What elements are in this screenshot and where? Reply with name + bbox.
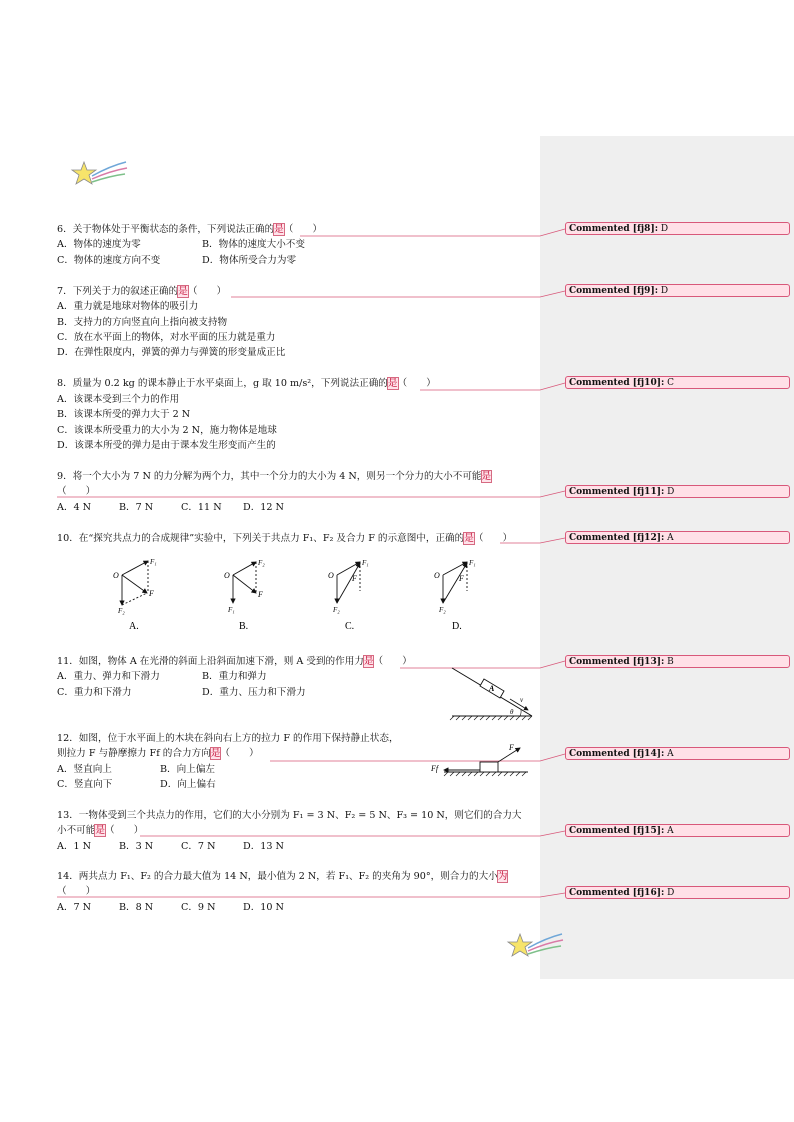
- comment-answer: C: [664, 378, 675, 388]
- force-diagrams: [105, 555, 505, 633]
- comment-label: Commented [fj13]:: [569, 657, 665, 667]
- comment-label: Commented [fj11]:: [569, 487, 665, 497]
- question-9-stem: [57, 471, 491, 483]
- diagram-a: [122, 561, 148, 605]
- option-a: A．重力就是地球对物体的吸引力: [57, 301, 199, 312]
- answer-blank: （ ）: [397, 378, 436, 389]
- label-f1: F₁: [150, 558, 157, 566]
- comment-balloon[interactable]: [565, 485, 790, 498]
- comment-balloon[interactable]: [565, 376, 790, 389]
- label-o: O: [224, 571, 230, 580]
- question-12-stem: 12．如图，位于水平面上的木块在斜向右上方的拉力 F 的作用下保持静止状态，: [57, 733, 399, 744]
- label-ff: Ff: [431, 764, 439, 773]
- label-o: O: [328, 571, 334, 580]
- diagram-d-label: D.: [452, 621, 462, 632]
- comment-label: Commented [fj9]:: [569, 286, 659, 296]
- stem-text: 11．如图，物体 A 在光滑的斜面上沿斜面加速下滑，则 A 受到的作用力: [57, 656, 364, 667]
- question-10-stem: [57, 533, 512, 545]
- answer-blank: （ ）: [473, 533, 513, 544]
- option-b: B．该课本所受的弹力大于 2 N: [57, 409, 191, 420]
- answer-blank: （ ）: [283, 224, 323, 235]
- option-d: D．物体所受合力为零: [202, 255, 297, 266]
- comment-answer: D: [658, 286, 669, 296]
- highlighted-anchor[interactable]: 是: [274, 224, 284, 235]
- question-7-stem: [57, 286, 226, 298]
- label-f: F: [258, 590, 263, 599]
- question-8-stem: [57, 378, 436, 390]
- option-d: D．13 N: [243, 841, 284, 852]
- comment-label: Commented [fj14]:: [569, 749, 665, 759]
- question-12-stem-line2: [57, 748, 259, 760]
- option-c: C．7 N: [181, 841, 216, 852]
- comment-answer: A: [664, 533, 674, 543]
- label-f1: F₁: [469, 559, 476, 567]
- option-a: A．4 N: [57, 502, 92, 513]
- question-13-stem: 13．一物体受到三个共点力的作用，它们的大小分别为 F₁ = 3 N、F₂ = 5 N、F₃ = 10 N，则它们的合力大: [57, 810, 522, 821]
- highlighted-anchor[interactable]: 是: [178, 286, 188, 297]
- label-f2: F₂: [258, 559, 265, 567]
- stem-text: 7．下列关于力的叙述正确的: [57, 286, 179, 297]
- comment-balloon[interactable]: [565, 655, 790, 668]
- block-diagram: [430, 740, 530, 780]
- diagram-a-label: A.: [129, 621, 139, 632]
- option-b: B．3 N: [119, 841, 154, 852]
- highlighted-anchor[interactable]: 是: [464, 533, 474, 544]
- option-b: B．物体的速度大小不变: [202, 239, 305, 250]
- label-f: F: [509, 743, 514, 752]
- comment-balloon[interactable]: [565, 747, 790, 760]
- option-a: A．7 N: [57, 902, 92, 913]
- comment-label: Commented [fj8]:: [569, 224, 659, 234]
- comment-answer: A: [664, 749, 674, 759]
- comment-label: Commented [fj15]:: [569, 826, 665, 836]
- option-b: B．支持力的方向竖直向上指向被支持物: [57, 317, 228, 328]
- diagram-b-label: B.: [239, 621, 249, 632]
- highlighted-anchor[interactable]: 是: [210, 748, 221, 759]
- option-c: C．该课本所受重力的大小为 2 N，施力物体是地球: [57, 425, 277, 436]
- answer-blank: （ ）: [373, 656, 412, 667]
- highlighted-anchor[interactable]: 是: [387, 378, 398, 389]
- diagram-b: [233, 562, 256, 603]
- option-c: C．竖直向下: [57, 779, 113, 790]
- stem-text: 8．质量为 0.2 kg 的课本静止于水平桌面上，g 取 10 m/s²，下列说法正确的: [57, 378, 388, 389]
- stem-text: 小不可能: [57, 825, 96, 836]
- option-d: D．该课本所受的弹力是由于课本发生形变而产生的: [57, 440, 276, 451]
- option-d: D．10 N: [243, 902, 284, 913]
- option-a: A．该课本受到三个力的作用: [57, 394, 180, 405]
- label-o: O: [113, 571, 119, 580]
- question-6-stem: [57, 224, 322, 236]
- question-11-stem: [57, 656, 412, 668]
- comment-label: Commented [fj10]:: [569, 378, 665, 388]
- option-c: C．9 N: [181, 902, 216, 913]
- label-f1: F₁: [228, 606, 235, 614]
- label-o: O: [434, 571, 440, 580]
- stem-text: 9．将一个大小为 7 N 的力分解为两个力，其中一个分力的大小为 4 N，则另一个分力的大小不可能: [57, 471, 482, 482]
- comment-balloon[interactable]: [565, 222, 790, 235]
- option-d: D．向上偏右: [160, 779, 216, 790]
- incline-diagram: [448, 662, 538, 722]
- option-a: A．竖直向上: [57, 764, 112, 775]
- answer-blank: （ ）: [187, 286, 227, 297]
- label-f: F: [459, 574, 464, 583]
- label-f2: F₂: [439, 606, 446, 614]
- comment-balloon[interactable]: [565, 886, 790, 899]
- answer-blank: （ ）: [57, 486, 96, 497]
- label-f2: F₂: [118, 607, 125, 615]
- diagram-c-label: C.: [345, 621, 355, 632]
- highlighted-anchor[interactable]: 是: [481, 471, 492, 482]
- label-v: v: [520, 696, 524, 704]
- option-b: B．7 N: [119, 502, 154, 513]
- comment-answer: D: [664, 888, 675, 898]
- stem-text: 10．在“探究共点力的合成规律”实验中，下列关于共点力 F₁、F₂ 及合力 F 的示意图中，正确的: [57, 533, 465, 544]
- label-f: F: [352, 574, 357, 583]
- option-d: D．在弹性限度内，弹簧的弹力与弹簧的形变量成正比: [57, 347, 286, 358]
- option-c: C．放在水平面上的物体，对水平面的压力就是重力: [57, 332, 276, 343]
- highlighted-anchor[interactable]: 为: [497, 871, 508, 882]
- label-theta: θ: [510, 708, 514, 716]
- option-b: B．向上偏左: [160, 764, 216, 775]
- option-c: C．重力和下滑力: [57, 687, 132, 698]
- option-b: B．8 N: [119, 902, 154, 913]
- comment-balloon[interactable]: [565, 531, 790, 544]
- comment-label: Commented [fj16]:: [569, 888, 665, 898]
- highlighted-anchor[interactable]: 是: [363, 656, 374, 667]
- option-d: D．12 N: [243, 502, 284, 513]
- comment-answer: D: [664, 487, 675, 497]
- stem-text: 则拉力 F 与静摩擦力 Ff 的合力方向: [57, 748, 211, 759]
- comment-label: Commented [fj12]:: [569, 533, 665, 543]
- label-f1: F₁: [362, 559, 369, 567]
- comment-answer: A: [664, 826, 674, 836]
- answer-blank: （ ）: [57, 886, 96, 897]
- option-a: A．重力、弹力和下滑力: [57, 671, 160, 682]
- highlighted-anchor[interactable]: 是: [95, 825, 105, 836]
- answer-blank: （ ）: [220, 748, 259, 759]
- option-d: D．重力、压力和下滑力: [202, 687, 306, 698]
- option-c: C．物体的速度方向不变: [57, 255, 161, 266]
- comment-answer: B: [664, 657, 674, 667]
- question-14-stem: [57, 871, 507, 883]
- question-13-stem-line2: [57, 825, 143, 837]
- label-a: A: [489, 684, 495, 693]
- option-a: A．物体的速度为零: [57, 239, 141, 250]
- comment-answer: D: [658, 224, 669, 234]
- option-b: B．重力和弹力: [202, 671, 267, 682]
- option-c: C．11 N: [181, 502, 222, 513]
- answer-blank: （ ）: [104, 825, 144, 836]
- stem-text: 6．关于物体处于平衡状态的条件，下列说法正确的: [57, 224, 275, 235]
- label-f: F: [149, 589, 154, 598]
- comment-balloon[interactable]: [565, 824, 790, 837]
- label-f2: F₂: [333, 606, 340, 614]
- comment-balloon[interactable]: [565, 284, 790, 297]
- option-a: A．1 N: [57, 841, 92, 852]
- stem-text: 14．两共点力 F₁、F₂ 的合力最大值为 14 N，最小值为 2 N，若 F₁、F₂ 的夹角为 90°，则合力的大小: [57, 871, 498, 882]
